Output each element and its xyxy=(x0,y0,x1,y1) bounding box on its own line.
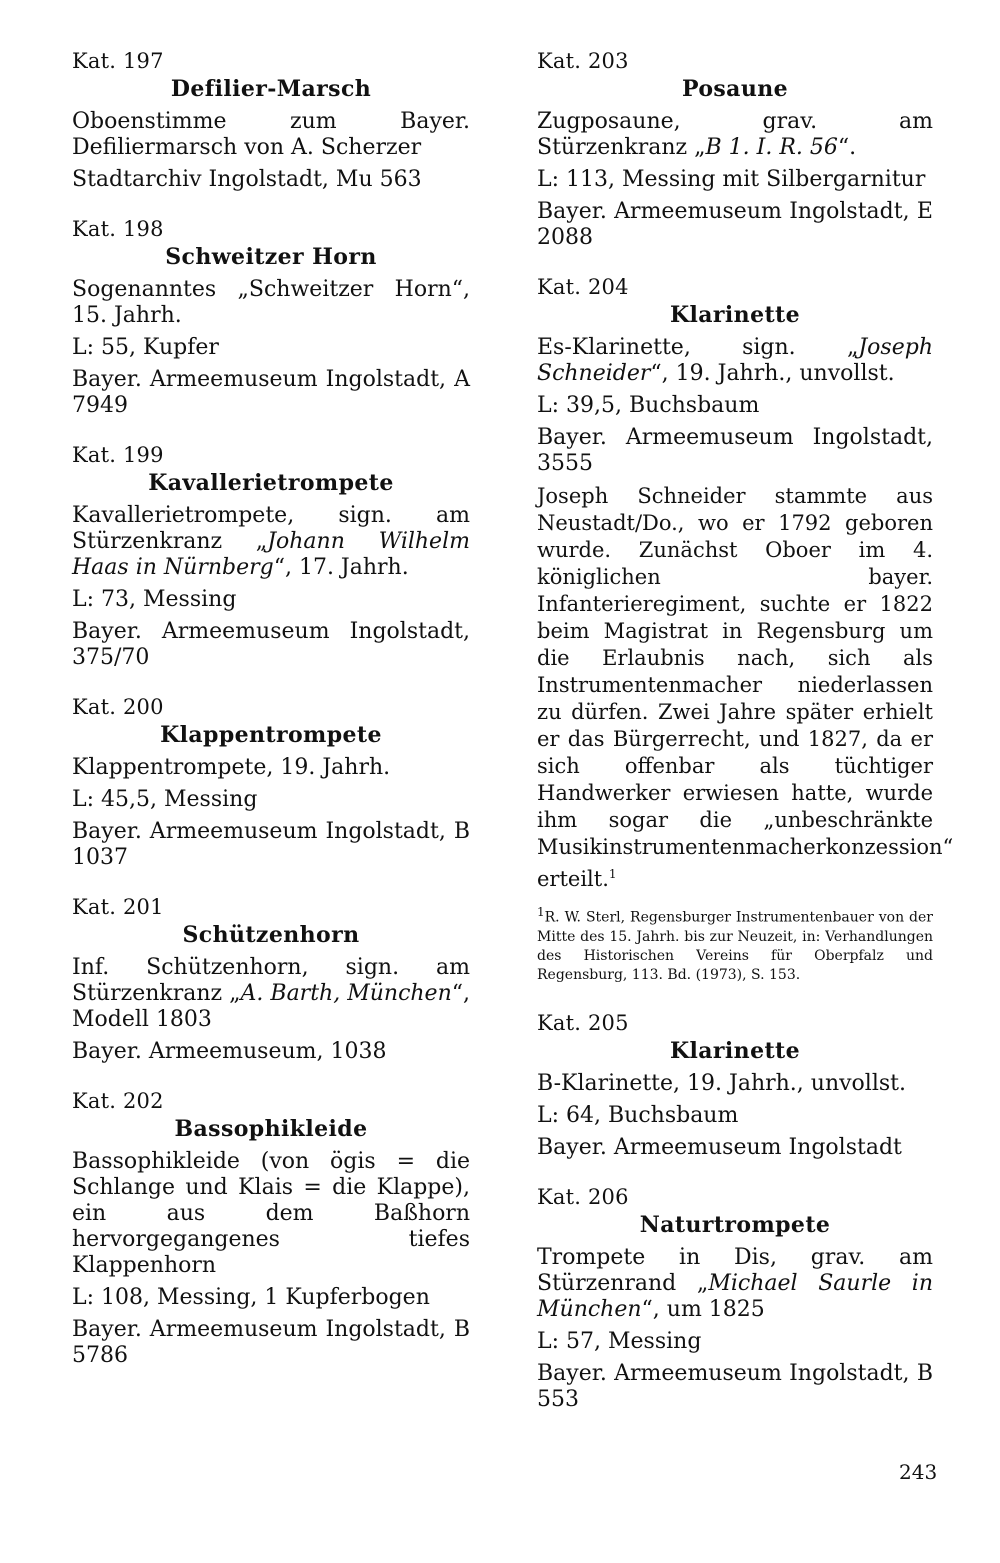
entry-location: Bayer. Armeemuseum Ingolstadt, B 553 xyxy=(537,1360,933,1412)
entry-kat-200 xyxy=(72,693,470,871)
entry-kat-203 xyxy=(537,47,933,251)
entry-material: L: 57, Messing xyxy=(537,1328,702,1354)
entry-number: Kat. 198 xyxy=(72,217,164,241)
entry-title: Schützenhorn xyxy=(182,922,360,948)
entry-description: Bassophikleide (von ögis = die Schlange und Klais = die Klappe), ein aus dem Baßhorn hervorgegangenes tiefes Klappenhorn xyxy=(72,1149,470,1278)
entry-location: Bayer. Armeemuseum Ingolstadt, 375/70 xyxy=(72,619,470,670)
entry-title: Defilier-Marsch xyxy=(170,76,372,102)
entry-kat-197 xyxy=(72,47,470,193)
entry-description: Klappentrompete, 19. Jahrh. xyxy=(72,755,391,780)
footnote-number: 1 xyxy=(537,905,545,919)
entry-material: L: 73, Messing xyxy=(72,587,237,612)
entry-material: L: 64, Buchsbaum xyxy=(537,1102,739,1128)
entry-location: Bayer. Armeemuseum Ingolstadt, B 1037 xyxy=(72,819,470,870)
entry-title: Bassophikleide xyxy=(174,1116,368,1142)
entry-title: Kavallerietrompete xyxy=(148,470,394,496)
right-column xyxy=(537,40,954,1413)
entry-description: B-Klarinette, 19. Jahrh., unvollst. xyxy=(537,1070,906,1096)
entry-material: L: 55, Kupfer xyxy=(72,335,219,360)
entry-description: Es-Klarinette, sign. „Joseph Schneider“, 19. Jahrh., unvollst. xyxy=(537,335,933,386)
entry-number: Kat. 203 xyxy=(537,49,629,73)
entry-title: Naturtrompete xyxy=(639,1211,831,1238)
entry-kat-199 xyxy=(72,441,470,671)
entry-kat-198 xyxy=(72,215,470,419)
entry-location: Bayer. Armeemuseum Ingolstadt xyxy=(537,1134,902,1160)
entry-location: Bayer. Armeemuseum Ingolstadt, A 7949 xyxy=(72,367,470,418)
entry-title: Klarinette xyxy=(670,302,800,328)
footnote-marker: 1 xyxy=(608,867,617,881)
maker-inscription: Joseph Schneider xyxy=(537,335,933,386)
entry-location: Bayer. Armeemuseum Ingolstadt, B 5786 xyxy=(72,1317,470,1368)
entry-number: Kat. 199 xyxy=(72,443,164,467)
entry-material: L: 39,5, Buchsbaum xyxy=(537,393,760,418)
entry-description: Oboenstimme zum Bayer. Defiliermarsch von A. Scherzer xyxy=(72,109,470,160)
entry-kat-206 xyxy=(537,1183,933,1413)
entry-title: Klarinette xyxy=(670,1037,800,1064)
entry-kat-201 xyxy=(72,893,470,1065)
entry-location: Bayer. Armeemuseum Ingolstadt, 3555 xyxy=(537,425,933,476)
entry-number: Kat. 201 xyxy=(72,895,164,919)
footnote: $^1$R. W. Sterl, Regensburger Instrumentenbauer von der Mitte des 15. Jahrh. bis zur Neuzeit, in: Verhandlungen des Historischen Vereins für Oberpfalz und Regensburg, 113. Bd. (1973), S. 153. xyxy=(537,905,933,983)
entry-location: Bayer. Armeemuseum Ingolstadt, E 2088 xyxy=(537,199,933,250)
entry-description: Trompete in Dis, grav. am Stürzenrand „Michael Saurle in München“, um 1825 xyxy=(537,1244,933,1322)
engraving-inscription: B 1. I. R. 56 xyxy=(705,135,838,160)
engraving-inscription: Michael Saurle in München xyxy=(537,1270,933,1322)
entry-number: Kat. 205 xyxy=(537,1010,629,1035)
maker-inscription: A. Barth, München xyxy=(240,981,452,1006)
entry-number: Kat. 206 xyxy=(537,1184,629,1209)
entry-kat-205 xyxy=(537,1009,933,1161)
left-column xyxy=(72,40,470,1369)
entry-title: Schweitzer Horn xyxy=(165,244,377,270)
entry-description: Zugposaune, grav. am Stürzenkranz „B 1. I. R. 56“. xyxy=(537,109,933,160)
entry-title: Posaune xyxy=(681,76,789,102)
entry-description: Sogenanntes „Schweitzer Horn“, 15. Jahrh. xyxy=(72,277,470,328)
entry-description: Inf. Schützenhorn, sign. am Stürzenkranz „A. Barth, München“, Modell 1803 xyxy=(72,955,470,1032)
entry-kat-202 xyxy=(72,1087,470,1369)
maker-biography: Joseph Schneider stammte aus Neustadt/Do., wo er 1792 geboren wurde. Zunächst Oboer im 4. königlichen bayer. Infanterieregiment, suchte er 1822 beim Magistrat in Regensburg um die Erlaubnis nach, sich als Instrumentenmacher niederlassen zu dürfen. Zwei Jahre später erhielt er das Bürgerrecht, und 1827, da er sich offenbar als tüchtiger Handwerker erwiesen hatte, wurde ihm sogar die „unbeschränkte Musikinstrumentenmacherkonzession“ erteilt.$^1$ xyxy=(537,484,954,891)
page-number: 243 xyxy=(899,1460,938,1484)
entry-location: Stadtarchiv Ingolstadt, Mu 563 xyxy=(72,167,422,192)
entry-number: Kat. 200 xyxy=(72,695,164,719)
entry-material: L: 45,5, Messing xyxy=(72,787,258,812)
entry-description: Kavallerietrompete, sign. am Stürzenkranz „Johann Wilhelm Haas in Nürnberg“, 17. Jahrh. xyxy=(72,503,470,580)
entry-number: Kat. 202 xyxy=(72,1089,164,1113)
entry-material: L: 113, Messing mit Silbergarnitur xyxy=(537,167,926,192)
entry-material: L: 108, Messing, 1 Kupferbogen xyxy=(72,1285,430,1310)
entry-title: Klappentrompete xyxy=(160,722,382,748)
entry-number: Kat. 204 xyxy=(537,275,629,299)
entry-number: Kat. 197 xyxy=(72,49,164,73)
maker-inscription: Johann Wilhelm Haas in Nürnberg xyxy=(72,529,470,580)
entry-kat-204 xyxy=(537,273,954,985)
entry-location: Bayer. Armeemuseum, 1038 xyxy=(72,1039,387,1064)
